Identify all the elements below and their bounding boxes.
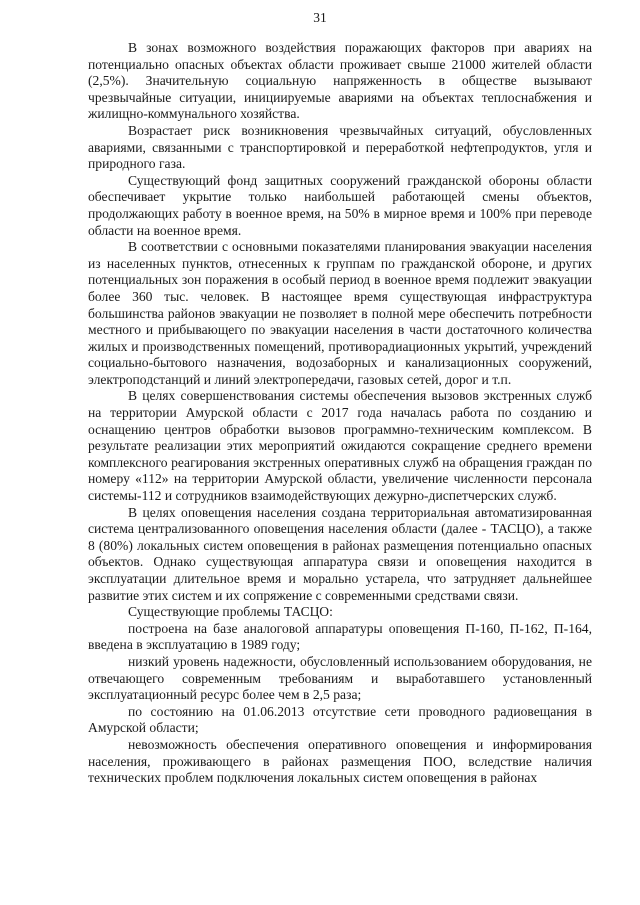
paragraph-problems-heading: Существующие проблемы ТАСЦО:: [128, 604, 333, 620]
paragraph-problem-radio: по состоянию на 01.06.2013 отсутствие сети проводного радиовещания в Амурской области;: [88, 703, 592, 736]
page-number: 31: [313, 10, 327, 25]
paragraph-problem-reliability: низкий уровень надежности, обусловленный использованием оборудования, не отвечающего современным требованиям и выработавшего установленный эксплуатационный ресурс более чем в 2,5 раза;: [88, 653, 592, 703]
paragraph-system-112: В целях совершенствования системы обеспечения вызовов экстренных служб на территории Амурской области с 2017 года началась работа по созданию и оснащению центров обработки вызовов программно-техническим комплексом. В результате реализации этих мероприятий ожидаются сокращение среднего времени комплексного реагирования экстренных оперативных служб на обращения граждан по номеру «112» на территории Амурской области, увеличение численности персонала системы-112 и сотрудников взаимодействующих дежурно-диспетчерских служб.: [88, 388, 592, 504]
paragraph-shelter-fund: Существующий фонд защитных сооружений гражданской обороны области обеспечивает укрытие только наибольшей работающей смены объектов, продолжающих работу в военное время, на 50% в мирное время и 100% при переводе области на военное время.: [88, 172, 592, 238]
paragraph-problem-analog: построена на базе аналоговой аппаратуры оповещения П-160, П-162, П-164, введена в эксплуатацию в 1989 году;: [88, 620, 592, 653]
paragraph-emergency-risk: Возрастает риск возникновения чрезвычайных ситуаций, обусловленных авариями, связанными с транспортировкой и переработкой нефтепродуктов, угля и природного газа.: [88, 122, 592, 172]
paragraph-problem-poo: невозможность обеспечения оперативного оповещения и информирования населения, проживающего в районах размещения ПОО, вследствие наличия технических проблем подключения локальных систем оповещения в районах: [88, 736, 592, 786]
paragraph-hazard-zones: В зонах возможного воздействия поражающих факторов при авариях на потенциально опасных объектах области проживает свыше 21000 жителей области (2,5%). Значительную социальную напряженность в обществе вызывают чрезвычайные ситуации, инициируемые авариями на объектах теплоснабжения и жилищно-коммунального хозяйства.: [88, 40, 592, 122]
paragraph-evacuation: В соответствии с основными показателями планирования эвакуации населения из населенных пунктов, отнесенных к группам по гражданской обороне, и других потенциальных зон поражения в особый период в военное время подлежит эвакуации более 360 тыс. человек. В настоящее время существующая инфраструктура большинства районов эвакуации не позволяет в полной мере обеспечить потребности местного и прибывающего по эвакуации населения в части достаточного количества жилых и производственных помещений, противорадиационных укрытий, учреждений социально-бытового назначения, водозаборных и канализационных сооружений, электроподстанций и линий электропередачи, газовых сетей, дорог и т.п.: [88, 239, 592, 387]
document-body: [88, 40, 592, 787]
paragraph-notification: В целях оповещения населения создана территориальная автоматизированная система централизованного оповещения населения области (далее - ТАСЦО), а также 8 (80%) локальных систем оповещения в районах размещения потенциально опасных объектов. Однако существующая аппаратура связи и оповещения находится в эксплуатации длительное время и морально устарела, что затрудняет дальнейшее развитие этих систем и их сопряжение с современными средствами связи.: [88, 504, 592, 603]
